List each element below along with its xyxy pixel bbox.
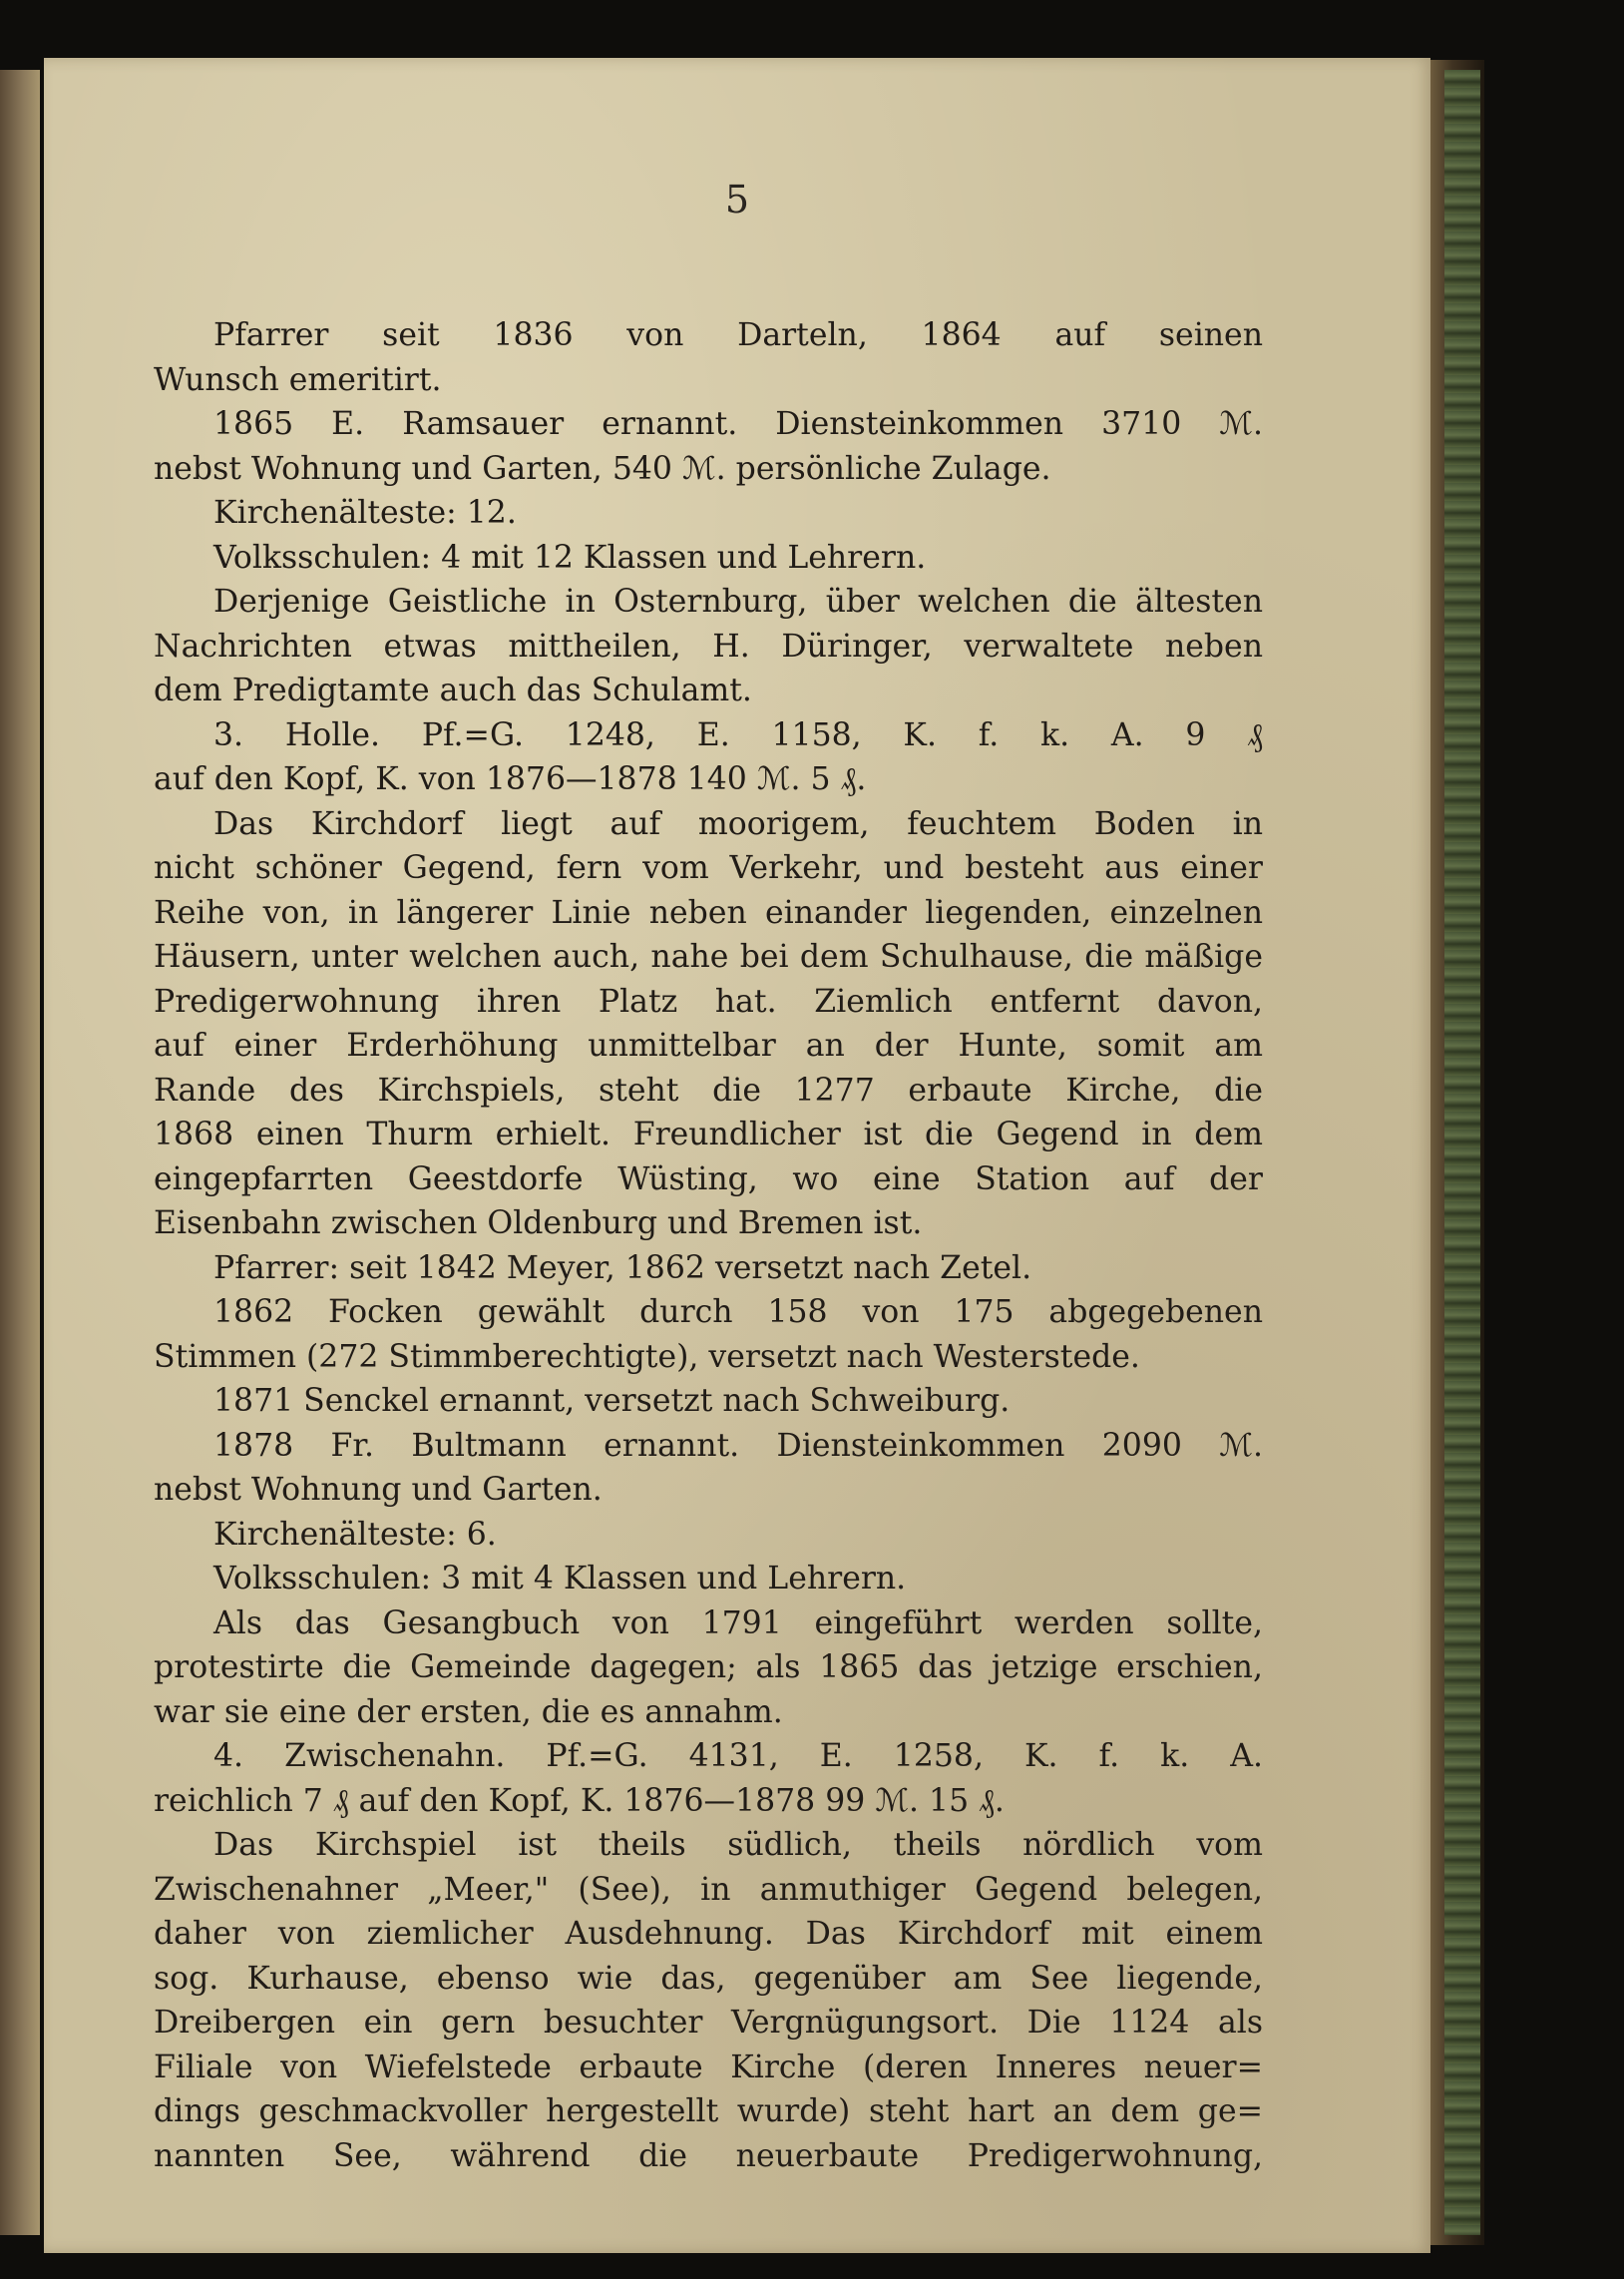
- text-line: Pfarrer: seit 1842 Meyer, 1862 versetzt nach Zetel.: [213, 1249, 1032, 1286]
- text-line: auf einer Erderhöhung unmittelbar an der Hunte, somit am: [154, 1028, 1263, 1064]
- facing-page-edge: [0, 70, 40, 2235]
- text-line: Stimmen (272 Stimmberechtigte), versetzt nach Westerstede.: [154, 1338, 1140, 1375]
- text-line: Kirchenälteste: 6.: [213, 1516, 497, 1553]
- text-line: protestirte die Gemeinde dagegen; als 1865 das jetzige erschien,: [154, 1649, 1263, 1685]
- text-line: Das Kirchdorf liegt auf moorigem, feuchtem Boden in: [213, 805, 1263, 842]
- text-line: dem Predigtamte auch das Schulamt.: [154, 673, 752, 708]
- text-line: Volksschulen: 3 mit 4 Klassen und Lehrern.: [213, 1561, 907, 1596]
- text-line: reichlich 7 ₰ auf den Kopf, K. 1876—1878 99 ℳ. 15 ₰.: [154, 1782, 1005, 1819]
- text-line: dings geschmackvoller hergestellt wurde) steht hart an dem ge=: [154, 2093, 1263, 2129]
- text-line: Predigerwohnung ihren Platz hat. Ziemlich entfernt davon,: [154, 983, 1263, 1020]
- text-line: 4. Zwischenahn. Pf.=G. 4131, E. 1258, K. f. k. A.: [213, 1738, 1263, 1774]
- body-text: [154, 313, 1263, 2178]
- text-line: nicht schöner Gegend, fern vom Verkehr, und besteht aus einer: [154, 850, 1263, 886]
- text-line: Filiale von Wiefelstede erbaute Kirche (deren Inneres neuer=: [154, 2049, 1263, 2085]
- text-line: Derjenige Geistliche in Osternburg, über welchen die ältesten: [213, 584, 1263, 620]
- text-line: nebst Wohnung und Garten.: [154, 1472, 603, 1508]
- text-line: Das Kirchspiel ist theils südlich, theils nördlich vom: [213, 1827, 1263, 1863]
- text-line: war sie eine der ersten, die es annahm.: [154, 1693, 783, 1730]
- text-line: Eisenbahn zwischen Oldenburg und Bremen ist.: [154, 1205, 923, 1241]
- cover-binding: [1444, 70, 1480, 2235]
- text-line: 3. Holle. Pf.=G. 1248, E. 1158, K. f. k. A. 9 ₰: [213, 716, 1263, 753]
- text-line: Nachrichten etwas mittheilen, H. Düringer, verwaltete neben: [154, 628, 1263, 665]
- text-line: Kirchenälteste: 12.: [213, 495, 517, 531]
- text-line: Häusern, unter welchen auch, nahe bei dem Schulhause, die mäßige: [154, 939, 1263, 975]
- text-line: nannten See, während die neuerbaute Predigerwohnung,: [154, 2137, 1263, 2174]
- text-line: 1862 Focken gewählt durch 158 von 175 abgegebenen: [213, 1294, 1263, 1330]
- text-line: Zwischenahner „Meer," (See), in anmuthiger Gegend belegen,: [154, 1871, 1263, 1908]
- text-line: 1871 Senckel ernannt, versetzt nach Schweiburg.: [213, 1383, 1011, 1419]
- text-line: daher von ziemlicher Ausdehnung. Das Kirchdorf mit einem: [154, 1916, 1263, 1952]
- text-line: eingepfarrten Geestdorfe Wüsting, wo eine Station auf der: [154, 1160, 1263, 1197]
- text-line: Volksschulen: 4 mit 12 Klassen und Lehrern.: [213, 539, 927, 576]
- text-line: Dreibergen ein gern besuchter Vergnügungsort. Die 1124 als: [154, 2005, 1263, 2041]
- text-line: Reihe von, in längerer Linie neben einander liegenden, einzelnen: [154, 894, 1263, 931]
- text-line: Rande des Kirchspiels, steht die 1277 erbaute Kirche, die: [154, 1072, 1263, 1109]
- text-line: 1878 Fr. Bultmann ernannt. Diensteinkommen 2090 ℳ.: [213, 1427, 1263, 1464]
- book-page: [44, 58, 1430, 2253]
- text-line: sog. Kurhause, ebenso wie das, gegenüber am See liegende,: [154, 1960, 1263, 1997]
- text-line: Als das Gesangbuch von 1791 eingeführt werden sollte,: [213, 1604, 1263, 1641]
- text-line: 1865 E. Ramsauer ernannt. Diensteinkommen 3710 ℳ.: [213, 406, 1263, 442]
- text-line: nebst Wohnung und Garten, 540 ℳ. persönliche Zulage.: [154, 450, 1051, 487]
- text-line: 1868 einen Thurm erhielt. Freundlicher ist die Gegend in dem: [154, 1117, 1263, 1152]
- text-line: Wunsch emeritirt.: [154, 361, 442, 398]
- text-line: auf den Kopf, K. von 1876—1878 140 ℳ. 5 ₰.: [154, 761, 867, 797]
- text-line: Pfarrer seit 1836 von Darteln, 1864 auf seinen: [213, 317, 1263, 353]
- page-number: 5: [724, 178, 750, 222]
